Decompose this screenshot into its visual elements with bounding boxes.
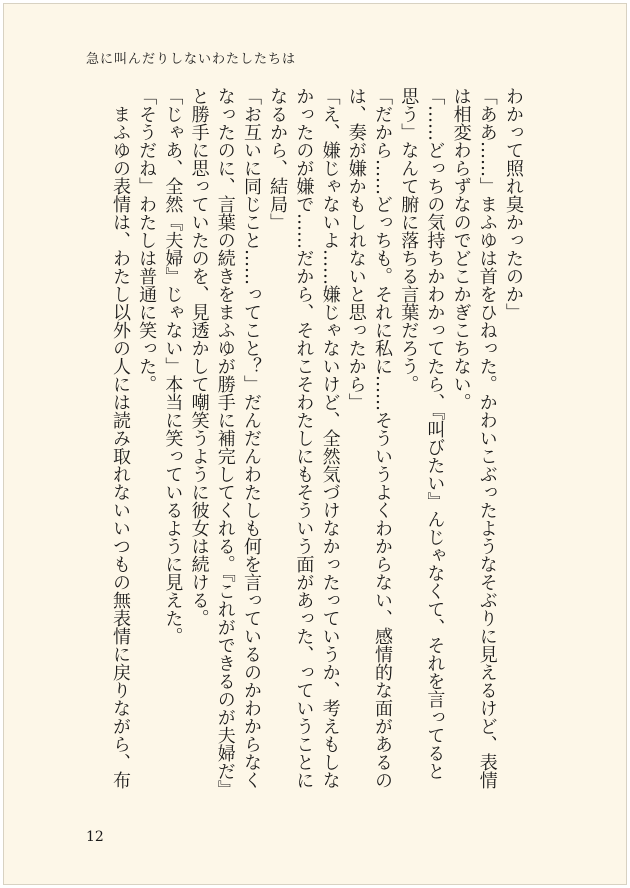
body-text: [107, 87, 526, 807]
text-line: 「そうだね」わたしは普通に笑った。: [136, 87, 158, 393]
text-line: わかって照れ臭かったのか」: [503, 87, 524, 321]
running-head: 急に叫んだりしないわたしたちは: [86, 52, 297, 67]
text-line: かったのが嫌で……だから、それこそわたしにもそういう面があった、っていうことに: [293, 87, 315, 789]
text-line: なったのに、言葉の続きをまふゆが勝手に補完してくれる。『これができるのが夫婦だ』: [214, 87, 236, 798]
text-line: 「お互いに同じこと……ってこと？」だんだんわたしも何を言っているのかわからなく: [240, 87, 262, 789]
text-line: なるから、結局」: [267, 87, 289, 231]
text-line: 「じゃあ、全然『夫婦』じゃない」本当に笑っているように見えた。: [162, 87, 184, 645]
text-line: 「え、嫌じゃないよ……嫌じゃないけど、全然気づけなかったっていうか、考えもしな: [319, 87, 341, 789]
text-line: 「ああ……」まふゆは首をひねった。かわいこぶったようなそぶりに見えるけど、表情: [476, 87, 498, 789]
book-page: [3, 3, 627, 885]
text-line: と勝手に思っていたのを、見透かして嘲笑うように彼女は続ける。: [188, 87, 210, 627]
text-line: まふゆの表情は、わたし以外の人には読み取れないいつもの無表情に戻りながら、布: [109, 87, 131, 789]
text-line: 思う」なんて腑に落ちる言葉だろう。: [398, 87, 420, 393]
text-line: は相変わらずなのでどこかぎこちない。: [450, 87, 472, 411]
page-number: 12: [86, 829, 104, 845]
text-line: 「だから……どっちも。それに私に……そういうよくわからない、感情的な面があるの: [371, 87, 393, 789]
text-line: 「……どっちの気持ちかわかってたら、『叫びたい』んじゃなくて、それを言ってると: [424, 87, 446, 780]
text-line: は、奏が嫌かもしれないと思ったから」: [345, 87, 367, 411]
